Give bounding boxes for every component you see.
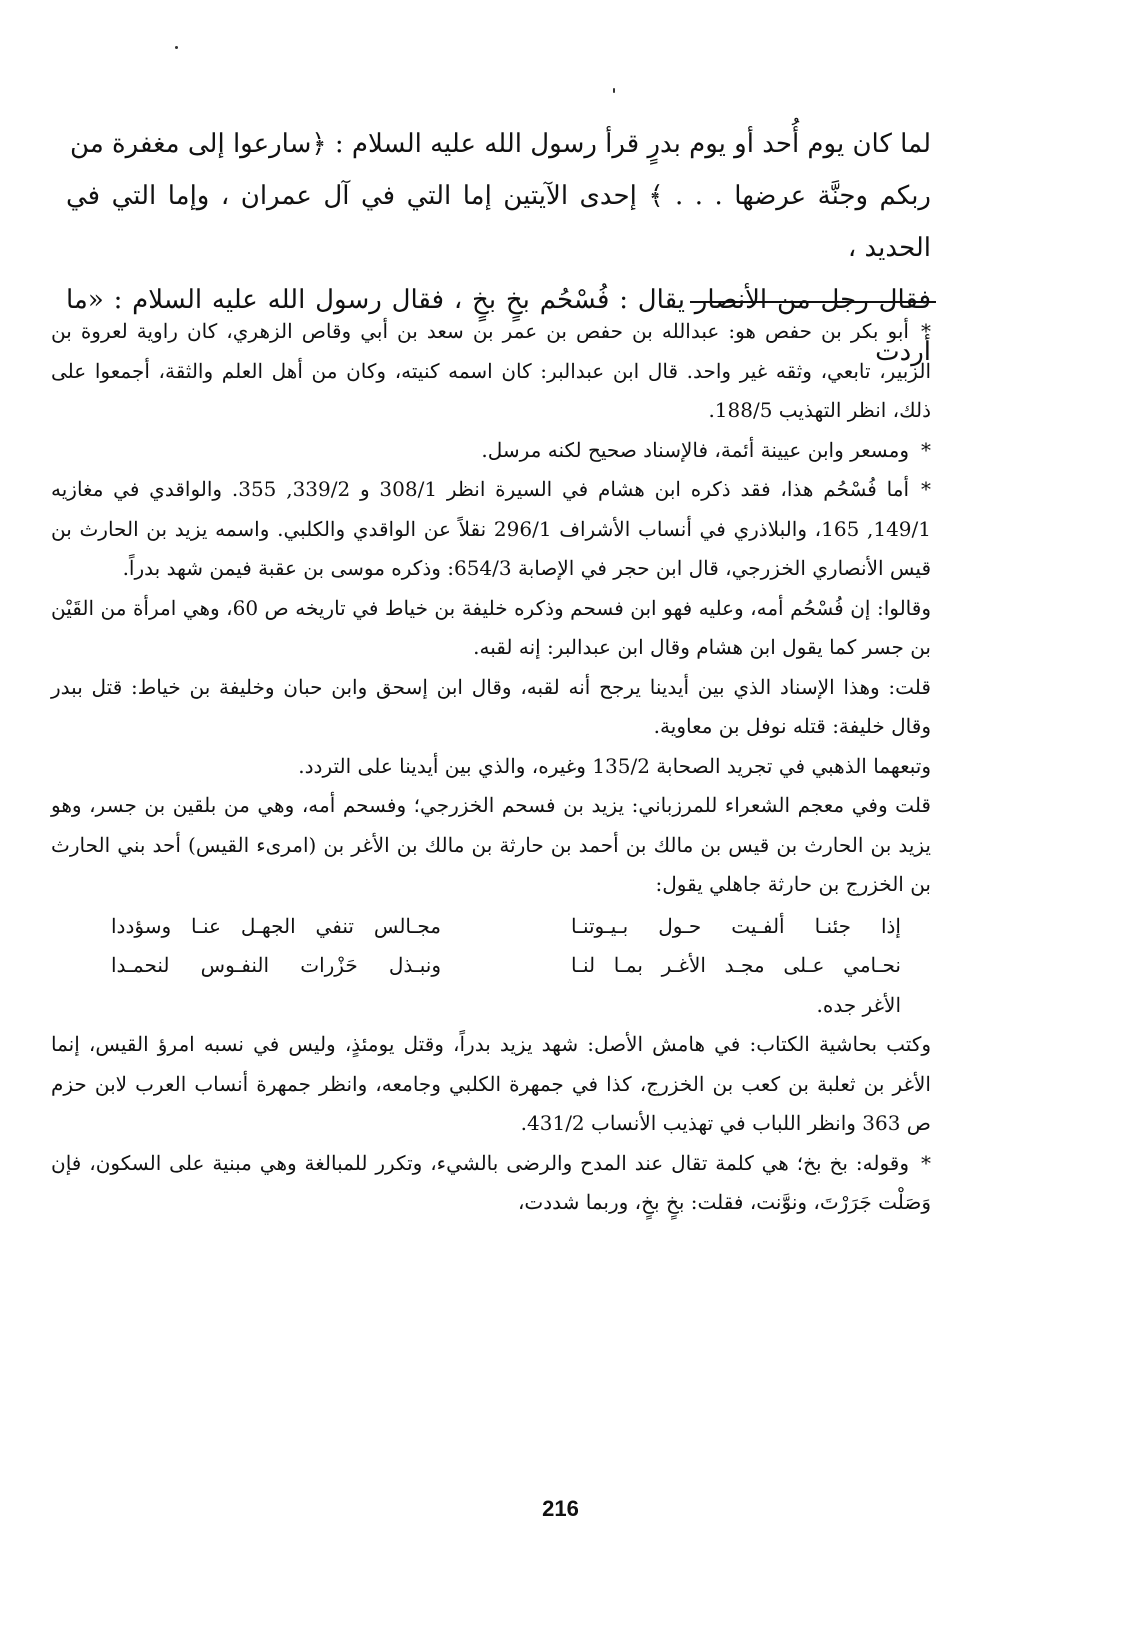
poem bbox=[111, 907, 901, 986]
poem-hemistich: مجـالس تنفي الجهـل عنـا وسؤددا bbox=[111, 913, 441, 938]
footnote-text: أبو بكر بن حفص هو: عبدالله بن حفص بن عمر بن سعد بن أبي وقاص الزهري، كان راوية لعروة بن الزبير، تابعي، وثقه غير واحد. قال ابن عبدالبر: كان اسمه كنيته، وكان من أهل العلم والثقة، أجمعوا على ذلك، انظر التهذيب 188/5. bbox=[51, 319, 931, 422]
footnote-paragraph: الأغر جده. bbox=[816, 992, 901, 1017]
poem-verse bbox=[111, 907, 901, 947]
footnote bbox=[51, 470, 931, 589]
footnote-separator bbox=[690, 301, 936, 303]
star-marker: * bbox=[921, 437, 931, 462]
star-marker: * bbox=[921, 477, 932, 501]
footnote bbox=[51, 1144, 931, 1223]
footnotes bbox=[51, 312, 931, 1223]
main-text-line: فقال رجل من الأنصار يقال : فُسْحُم بخٍ بخٍ ، فقال رسول الله عليه السلام : «ما أردت bbox=[66, 285, 931, 367]
footnote-text: وقوله: بخ بخ؛ هي كلمة تقال عند المدح والرضى بالشيء، وتكرر للمبالغة وهي مبنية على السكون، فإن وَصَلْت جَرَرْتَ، ونوَّنت، فقلت: بخٍ بخٍ، وربما شددت، bbox=[51, 1150, 931, 1214]
main-text-line: ربكم وجنَّة عرضها . . . ﴾ إحدى الآيتين إما التي في آل عمران ، وإما التي في الحديد ، bbox=[66, 181, 931, 263]
footnote-paragraph: قلت: وهذا الإسناد الذي بين أيدينا يرجح أنه لقبه، وقال ابن إسحق وابن حبان وخليفة بن خياط: قتل ببدر وقال خليفة: قتله نوفل بن معاوية. bbox=[51, 674, 931, 738]
footnote-paragraph: وتبعهما الذهبي في تجريد الصحابة 135/2 وغيره، والذي بين أيدينا على التردد. bbox=[298, 753, 931, 778]
main-text-line: لما كان يوم أُحد أو يوم بدرٍ قرأ رسول الله عليه السلام : ﴿سارعوا إلى مغفرة من bbox=[70, 129, 931, 159]
footnote-paragraph: وقالوا: إن فُسْحُم أمه، وعليه فهو ابن فسحم وذكره خليفة بن خياط في تاريخه ص 60، وهي امرأة من القَيْن بن جسر كما يقول ابن هشام وقال ابن عبدالبر: إنه لقبه. bbox=[51, 595, 931, 659]
poem-hemistich: ونبـذل حَزْرات النفـوس لنحمـدا bbox=[111, 953, 441, 977]
star-marker: * bbox=[921, 319, 931, 343]
poem-hemistich: إذا جئنـا ألفـيت حـول بـيـوتنـا bbox=[571, 913, 901, 938]
footnote-text: ومسعر وابن عيينة أئمة، فالإسناد صحيح لكنه مرسل. bbox=[481, 437, 909, 462]
footnote-paragraph: قلت وفي معجم الشعراء للمرزباني: يزيد بن فسحم الخزرجي؛ وفسحم أمه، وهي من بلقين بن جسر، وهو يزيد بن الحارث بن قيس بن مالك بن أحمد بن حارثة بن مالك بن الأغر بن (امرىء القيس) أحد بني الحارث بن الخزرج بن حارثة جاهلي يقول: bbox=[51, 793, 931, 896]
page-number: 216 bbox=[542, 1496, 579, 1521]
footnote bbox=[51, 312, 931, 431]
poem-hemistich: نحـامي عـلى مجـد الأغـر بمـا لنـا bbox=[571, 953, 901, 977]
star-marker: * bbox=[921, 1150, 931, 1175]
footnote-paragraph: وكتب بحاشية الكتاب: في هامش الأصل: شهد يزيد بدراً، وقتل يومئذٍ، وليس في نسبه امرؤ القيس، إنما الأغر بن ثعلبة بن كعب بن الخزرج، كذا في جمهرة الكلبي وجامعه، وانظر جمهرة أنساب العرب لابن حزم ص 363 وانظر اللباب في تهذيب الأنساب 431/2. bbox=[51, 1032, 931, 1135]
scan-speck bbox=[613, 88, 615, 93]
scan-speck bbox=[175, 46, 178, 49]
poem-verse bbox=[111, 946, 901, 986]
footnote-text: أما فُسْحُم هذا، فقد ذكره ابن هشام في السيرة انظر 308/1 و 339/2, 355. والواقدي في مغازيه 149/1, 165، والبلاذري في أنساب الأشراف 296/1 نقلاً عن الواقدي والكلبي. واسمه يزيد بن الحارث بن قيس الأنصاري الخزرجي، قال ابن حجر في الإصابة 654/3: وذكره موسى بن عقبة فيمن شهد بدراً. bbox=[51, 477, 931, 580]
footnote bbox=[51, 431, 931, 471]
